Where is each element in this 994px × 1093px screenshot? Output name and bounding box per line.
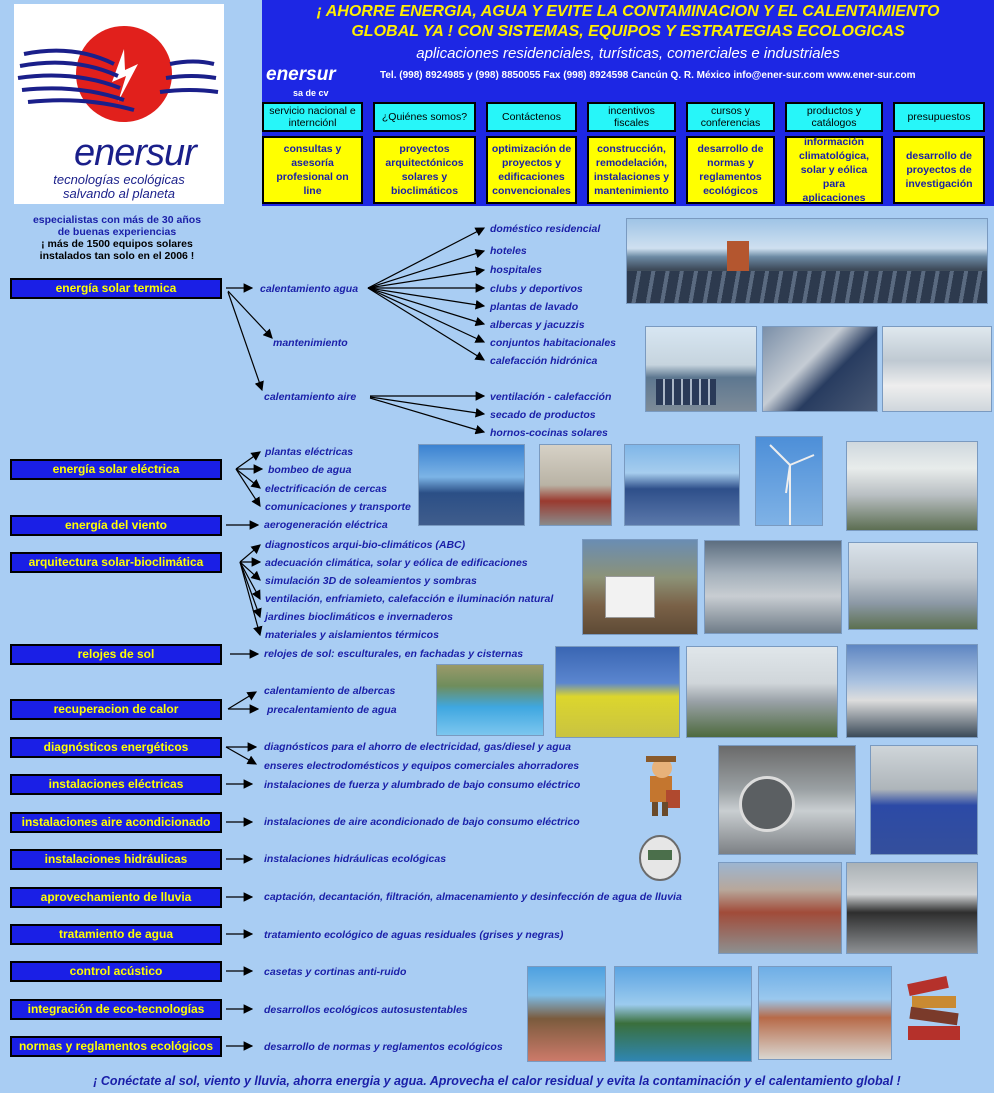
cat-aire-acondicionado[interactable]: instalaciones aire acondicionado bbox=[10, 812, 222, 833]
agua-item[interactable]: hospitales bbox=[490, 264, 542, 276]
cat-normas[interactable]: normas y reglamentos ecológicos bbox=[10, 1036, 222, 1057]
photo-sundial bbox=[555, 646, 680, 738]
label-tratamiento[interactable]: tratamiento ecológico de aguas residuales (grises y negras) bbox=[264, 929, 564, 941]
arquitectura-item[interactable]: jardines bioclimáticos e invernaderos bbox=[265, 611, 453, 623]
cat-tratamiento-agua[interactable]: tratamiento de agua bbox=[10, 924, 222, 945]
photo-solar-heater-2 bbox=[762, 326, 878, 412]
headline-subtitle: aplicaciones residenciales, turísticas, comerciales e industriales bbox=[416, 45, 840, 62]
nav-servicio-nacional[interactable]: servicio nacional e internciónl bbox=[262, 102, 363, 132]
agua-item[interactable]: conjuntos habitacionales bbox=[490, 337, 617, 349]
diagnosticos-item[interactable]: enseres electrodomésticos y equipos comerciales ahorradores bbox=[264, 760, 580, 772]
label-calentamiento-aire[interactable]: calentamiento aire bbox=[264, 391, 357, 403]
brand-name: enersur bbox=[266, 64, 336, 85]
aire-item[interactable]: secado de productos bbox=[490, 409, 596, 421]
electrica-item[interactable]: comunicaciones y transporte bbox=[265, 501, 411, 513]
logo-tagline-1: tecnologías ecológicas bbox=[53, 172, 185, 187]
cat-recuperacion-calor[interactable]: recuperacion de calor bbox=[10, 699, 222, 720]
label-lluvia[interactable]: captación, decantación, filtración, almacenamiento y desinfección de agua de lluvia bbox=[264, 891, 682, 903]
agua-item[interactable]: albercas y jacuzzis bbox=[490, 319, 585, 331]
headline-line-1: ¡ AHORRE ENERGIA, AGUA Y EVITE LA CONTAMINACION Y EL CALENTAMIENTO bbox=[316, 3, 940, 20]
label-normas[interactable]: desarrollo de normas y reglamentos ecológicos bbox=[264, 1041, 503, 1053]
label-hidraulicas[interactable]: instalaciones hidráulicas ecológicas bbox=[264, 853, 447, 865]
electric-meter-icon bbox=[636, 832, 684, 882]
logo bbox=[14, 4, 224, 204]
card-proyectos-arquitectonicos[interactable]: proyectos arquitectónicos solares y bioclimáticos bbox=[373, 136, 476, 204]
photo-building-4 bbox=[846, 644, 978, 738]
cat-integracion[interactable]: integración de eco-tecnologías bbox=[10, 999, 222, 1020]
cat-relojes-sol[interactable]: relojes de sol bbox=[10, 644, 222, 665]
cat-solar-termica[interactable]: energía solar termica bbox=[10, 278, 222, 299]
photo-solar-heater-1 bbox=[645, 326, 757, 412]
photo-heat-exchanger bbox=[870, 745, 978, 855]
card-normas[interactable]: desarrollo de normas y reglamentos ecológicos bbox=[686, 136, 775, 204]
label-acustico[interactable]: casetas y cortinas anti-ruido bbox=[264, 966, 407, 978]
nav-productos-catalogos[interactable]: productos y catálogos bbox=[785, 102, 883, 132]
cat-solar-electrica[interactable]: energía solar eléctrica bbox=[10, 459, 222, 480]
label-electricas[interactable]: instalaciones de fuerza y alumbrado de bajo consumo eléctrico bbox=[264, 779, 581, 791]
aire-item[interactable]: ventilación - calefacción bbox=[490, 391, 612, 403]
agua-item[interactable]: plantas de lavado bbox=[490, 301, 579, 313]
label-integracion[interactable]: desarrollos ecológicos autosustentables bbox=[264, 1004, 468, 1016]
headline-line-2: GLOBAL YA ! CON SISTEMAS, EQUIPOS Y ESTRATEGIAS ECOLOGICAS bbox=[351, 23, 905, 40]
label-calentamiento-agua[interactable]: calentamiento agua bbox=[260, 283, 359, 295]
nav-contactenos[interactable]: Contáctenos bbox=[486, 102, 577, 132]
cat-lluvia[interactable]: aprovechamiento de lluvia bbox=[10, 887, 222, 908]
cat-arquitectura[interactable]: arquitectura solar-bioclimática bbox=[10, 552, 222, 573]
brand-suffix: sa de cv bbox=[293, 88, 329, 98]
wind-turbine-icon bbox=[756, 437, 823, 526]
agua-item[interactable]: calefacción hidrónica bbox=[490, 355, 598, 367]
intro-line-1: especialistas con más de 30 años bbox=[32, 214, 202, 226]
cat-hidraulicas[interactable]: instalaciones hidráulicas bbox=[10, 849, 222, 870]
arquitectura-item[interactable]: materiales y aislamientos térmicos bbox=[265, 629, 439, 641]
photo-wind-turbine bbox=[755, 436, 823, 526]
photo-building-1 bbox=[846, 441, 978, 531]
electrica-item[interactable]: bombeo de agua bbox=[268, 464, 352, 476]
electrica-item[interactable]: electrificación de cercas bbox=[265, 483, 387, 495]
photo-pv-array bbox=[624, 444, 740, 526]
arquitectura-item[interactable]: diagnosticos arqui-bio-climáticos (ABC) bbox=[265, 539, 466, 551]
cat-diagnosticos[interactable]: diagnósticos energéticos bbox=[10, 737, 222, 758]
agua-item[interactable]: hoteles bbox=[490, 245, 527, 257]
photo-pv-palms bbox=[418, 444, 525, 526]
arquitectura-item[interactable]: adecuación climática, solar y eólica de edificaciones bbox=[265, 557, 528, 569]
label-mantenimiento[interactable]: mantenimiento bbox=[273, 337, 348, 349]
nav-quienes-somos[interactable]: ¿Quiénes somos? bbox=[373, 102, 476, 132]
card-optimizacion[interactable]: optimización de proyectos y edificaciones convencionales bbox=[486, 136, 577, 204]
photo-electrical-room bbox=[539, 444, 612, 526]
photo-bioclimatic-house bbox=[582, 539, 698, 635]
card-informacion-climatologica[interactable]: información climatológica, solar y eólica para aplicaciones bbox=[785, 136, 883, 204]
recuperacion-item[interactable]: calentamiento de albercas bbox=[264, 685, 396, 697]
photo-eco-hut bbox=[527, 966, 606, 1062]
label-aerogeneracion[interactable]: aerogeneración eléctrica bbox=[264, 519, 388, 531]
intro-line-3: ¡ más de 1500 equipos solares bbox=[41, 238, 193, 250]
photo-solar-heater-3 bbox=[882, 326, 992, 412]
cat-instalaciones-electricas[interactable]: instalaciones eléctricas bbox=[10, 774, 222, 795]
header-banner bbox=[262, 0, 994, 206]
label-relojes[interactable]: relojes de sol: esculturales, en fachadas y cisternas bbox=[264, 648, 524, 660]
recuperacion-item[interactable]: precalentamiento de agua bbox=[267, 704, 397, 716]
photo-water-treatment bbox=[846, 862, 978, 954]
inspector-cartoon-icon bbox=[636, 750, 686, 820]
photo-solar-roof-panorama bbox=[626, 218, 988, 304]
diagnosticos-item[interactable]: diagnósticos para el ahorro de electricidad, gas/diesel y agua bbox=[264, 741, 571, 753]
photo-ac-unit bbox=[718, 745, 856, 855]
agua-item[interactable]: doméstico residencial bbox=[490, 223, 601, 235]
agua-item[interactable]: clubs y deportivos bbox=[490, 283, 583, 295]
photo-pool bbox=[436, 664, 544, 736]
cat-control-acustico[interactable]: control acústico bbox=[10, 961, 222, 982]
footer-slogan: ¡ Conéctate al sol, viento y lluvia, ahorra energia y agua. Aprovecha el calor residual y evita la contaminación y el calentamiento global ! bbox=[93, 1074, 901, 1088]
arquitectura-item[interactable]: ventilación, enfriamieto, calefacción e iluminación natural bbox=[265, 593, 554, 605]
nav-cursos-conferencias[interactable]: cursos y conferencias bbox=[686, 102, 775, 132]
electrica-item[interactable]: plantas eléctricas bbox=[265, 446, 354, 458]
card-consultas[interactable]: consultas y asesoría profesional on line bbox=[262, 136, 363, 204]
intro-line-4: instalados tan solo en el 2006 ! bbox=[39, 250, 195, 262]
arquitectura-item[interactable]: simulación 3D de soleamientos y sombras bbox=[265, 575, 477, 587]
photo-eco-resort bbox=[758, 966, 892, 1060]
logo-tagline-2: salvando al planeta bbox=[62, 186, 176, 201]
intro-line-2: de buenas experiencias bbox=[57, 226, 177, 238]
photo-vaulted-roof bbox=[704, 540, 842, 634]
cat-viento[interactable]: energía del viento bbox=[10, 515, 222, 536]
aire-item[interactable]: hornos-cocinas solares bbox=[490, 427, 608, 439]
intro-text bbox=[12, 214, 222, 262]
nav-presupuestos[interactable]: presupuestos bbox=[893, 102, 985, 132]
card-investigacion[interactable]: desarrollo de proyectos de investigación bbox=[893, 136, 985, 204]
photo-building-2 bbox=[848, 542, 978, 630]
logo-wordmark: enersur bbox=[74, 132, 196, 174]
card-construccion[interactable]: construcción, remodelación, instalaciones y mantenimiento bbox=[587, 136, 676, 204]
label-aire-acondicionado[interactable]: instalaciones de aire acondicionado de bajo consumo eléctrico bbox=[264, 816, 580, 828]
books-icon bbox=[902, 970, 966, 1050]
nav-incentivos-fiscales[interactable]: incentivos fiscales bbox=[587, 102, 676, 132]
photo-building-3 bbox=[686, 646, 838, 738]
photo-rain-roof bbox=[718, 862, 842, 954]
photo-beach-development bbox=[614, 966, 752, 1062]
contact-info[interactable]: Tel. (998) 8924985 y (998) 8850055 Fax (998) 8924598 Cancún Q. R. México info@ener-sur.com www.ener-sur.com bbox=[380, 70, 916, 81]
